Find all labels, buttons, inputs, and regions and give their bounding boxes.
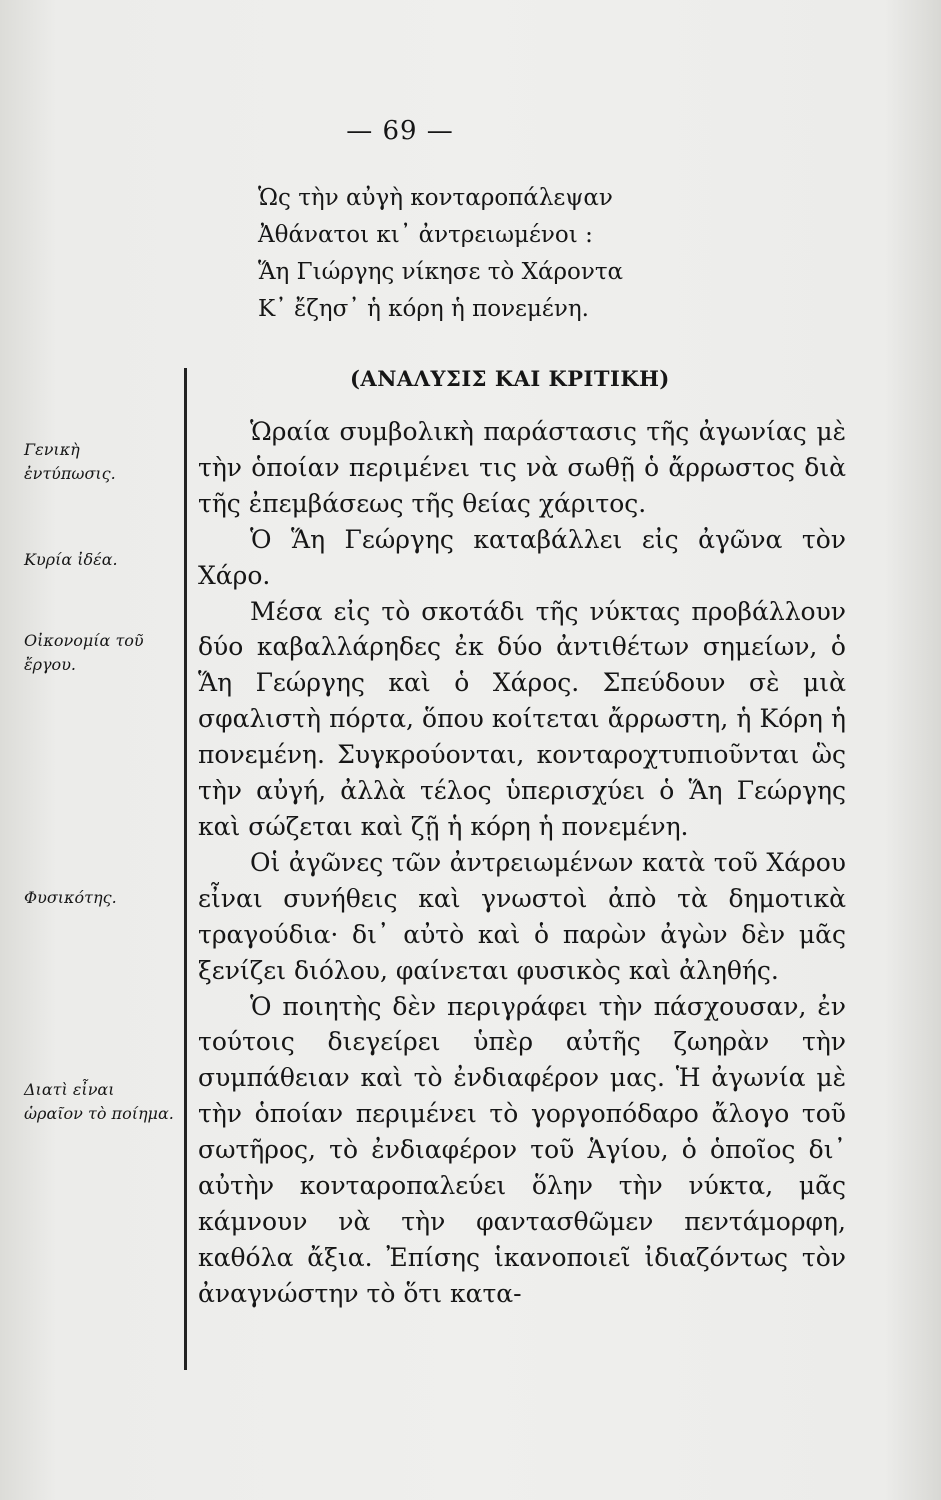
section-title: (ΑΝΑΛΥΣΙΣ ΚΑΙ ΚΡΙΤΙΚΗ) (350, 366, 670, 391)
margin-note-naturalness: Φυσικότης. (24, 888, 117, 907)
paragraph: Μέσα εἰς τὸ σκοτάδι τῆς νύκτας προβάλλουν δύο καβαλλάρηδες ἐκ δύο ἀντιθέτων σημείων, ὁ Ἅη Γεώργης καὶ ὁ Χάρος. Σπεύδουν σὲ μιὰ σφαλιστὴ πόρτα, ὅπου κοίτεται ἄρρωστη, ἡ Κόρη ἡ πονεμένη. Συγκρούονται, κονταροχτυπιοῦνται ὣς τὴν αὐγή, ἀλλὰ τέλος ὑπερισχύει ὁ Ἅη Γεώργης καὶ σώζεται καὶ ζῇ ἡ κόρη ἡ πονεμένη. (198, 596, 846, 841)
verse-line: Ἀθάνατοι κι᾿ ἀντρειωμένοι : (258, 222, 593, 248)
analysis-text (198, 414, 846, 1312)
paragraph: Ὁ ποιητὴς δὲν περιγράφει τὴν πάσχουσαν, ἐν τούτοις διεγείρει ὑπὲρ αὐτῆς ζωηρὰν τὴν συμπάθειαν καὶ τὸ ἐνδιαφέρον μας. Ἡ ἀγωνία μὲ τὴν ὁποίαν περιμένει τὸ γοργοπόδαρο ἄλογο τοῦ σωτῆρος, τὸ ἐνδιαφέρον τοῦ Ἁγίου, ὁ ὁποῖος δι᾿ αὐτὴν κονταροπαλεύει ὅλην τὴν νύκτα, μᾶς κάμνουν νὰ τὴν φαντασθῶμεν πεντάμορφη, καθόλα ἄξια. Ἐπίσης ἱκανοποιεῖ ἰδιαζόντως τὸν ἀναγνώστην τὸ ὅτι κατα- (198, 991, 846, 1308)
margin-note-general-impression: Γενικὴ ἐντύπωσις. (24, 440, 116, 483)
verse-stanza (258, 180, 623, 328)
paragraph: Ὡραία συμβολικὴ παράστασις τῆς ἀγωνίας μὲ τὴν ὁποίαν περιμένει τις νὰ σωθῇ ὁ ἄρρωστος διὰ τῆς ἐπεμβάσεως τῆς θείας χάριτος. (198, 417, 846, 518)
verse-line: Κ᾿ ἔζησ᾿ ἡ κόρη ἡ πονεμένη. (258, 296, 589, 322)
page-number: — 69 — (346, 116, 454, 146)
paragraph: Οἱ ἀγῶνες τῶν ἀντρειωμένων κατὰ τοῦ Χάρου εἶναι συνήθεις καὶ γνωστοὶ ἀπὸ τὰ δημοτικὰ τραγούδια· δι᾿ αὐτὸ καὶ ὁ παρὼν ἀγὼν δὲν μᾶς ξενίζει διόλου, φαίνεται φυσικὸς καὶ ἀληθής. (198, 847, 846, 985)
margin-divider (184, 368, 187, 1370)
paragraph: Ὁ Ἅη Γεώργης καταβάλλει εἰς ἀγῶνα τὸν Χάρο. (198, 524, 846, 590)
verse-line: Ὡς τὴν αὐγὴ κονταροπάλεψαν (258, 185, 613, 211)
margin-note-main-idea: Κυρία ἰδέα. (24, 550, 118, 569)
verse-line: Ἅη Γιώργης νίκησε τὸ Χάροντα (258, 259, 624, 285)
margin-note-economy: Οἰκονομία τοῦ ἔργου. (24, 631, 144, 674)
margin-note-why-beautiful: Διατὶ εἶναι ὡραῖον τὸ ποίημα. (24, 1080, 174, 1123)
